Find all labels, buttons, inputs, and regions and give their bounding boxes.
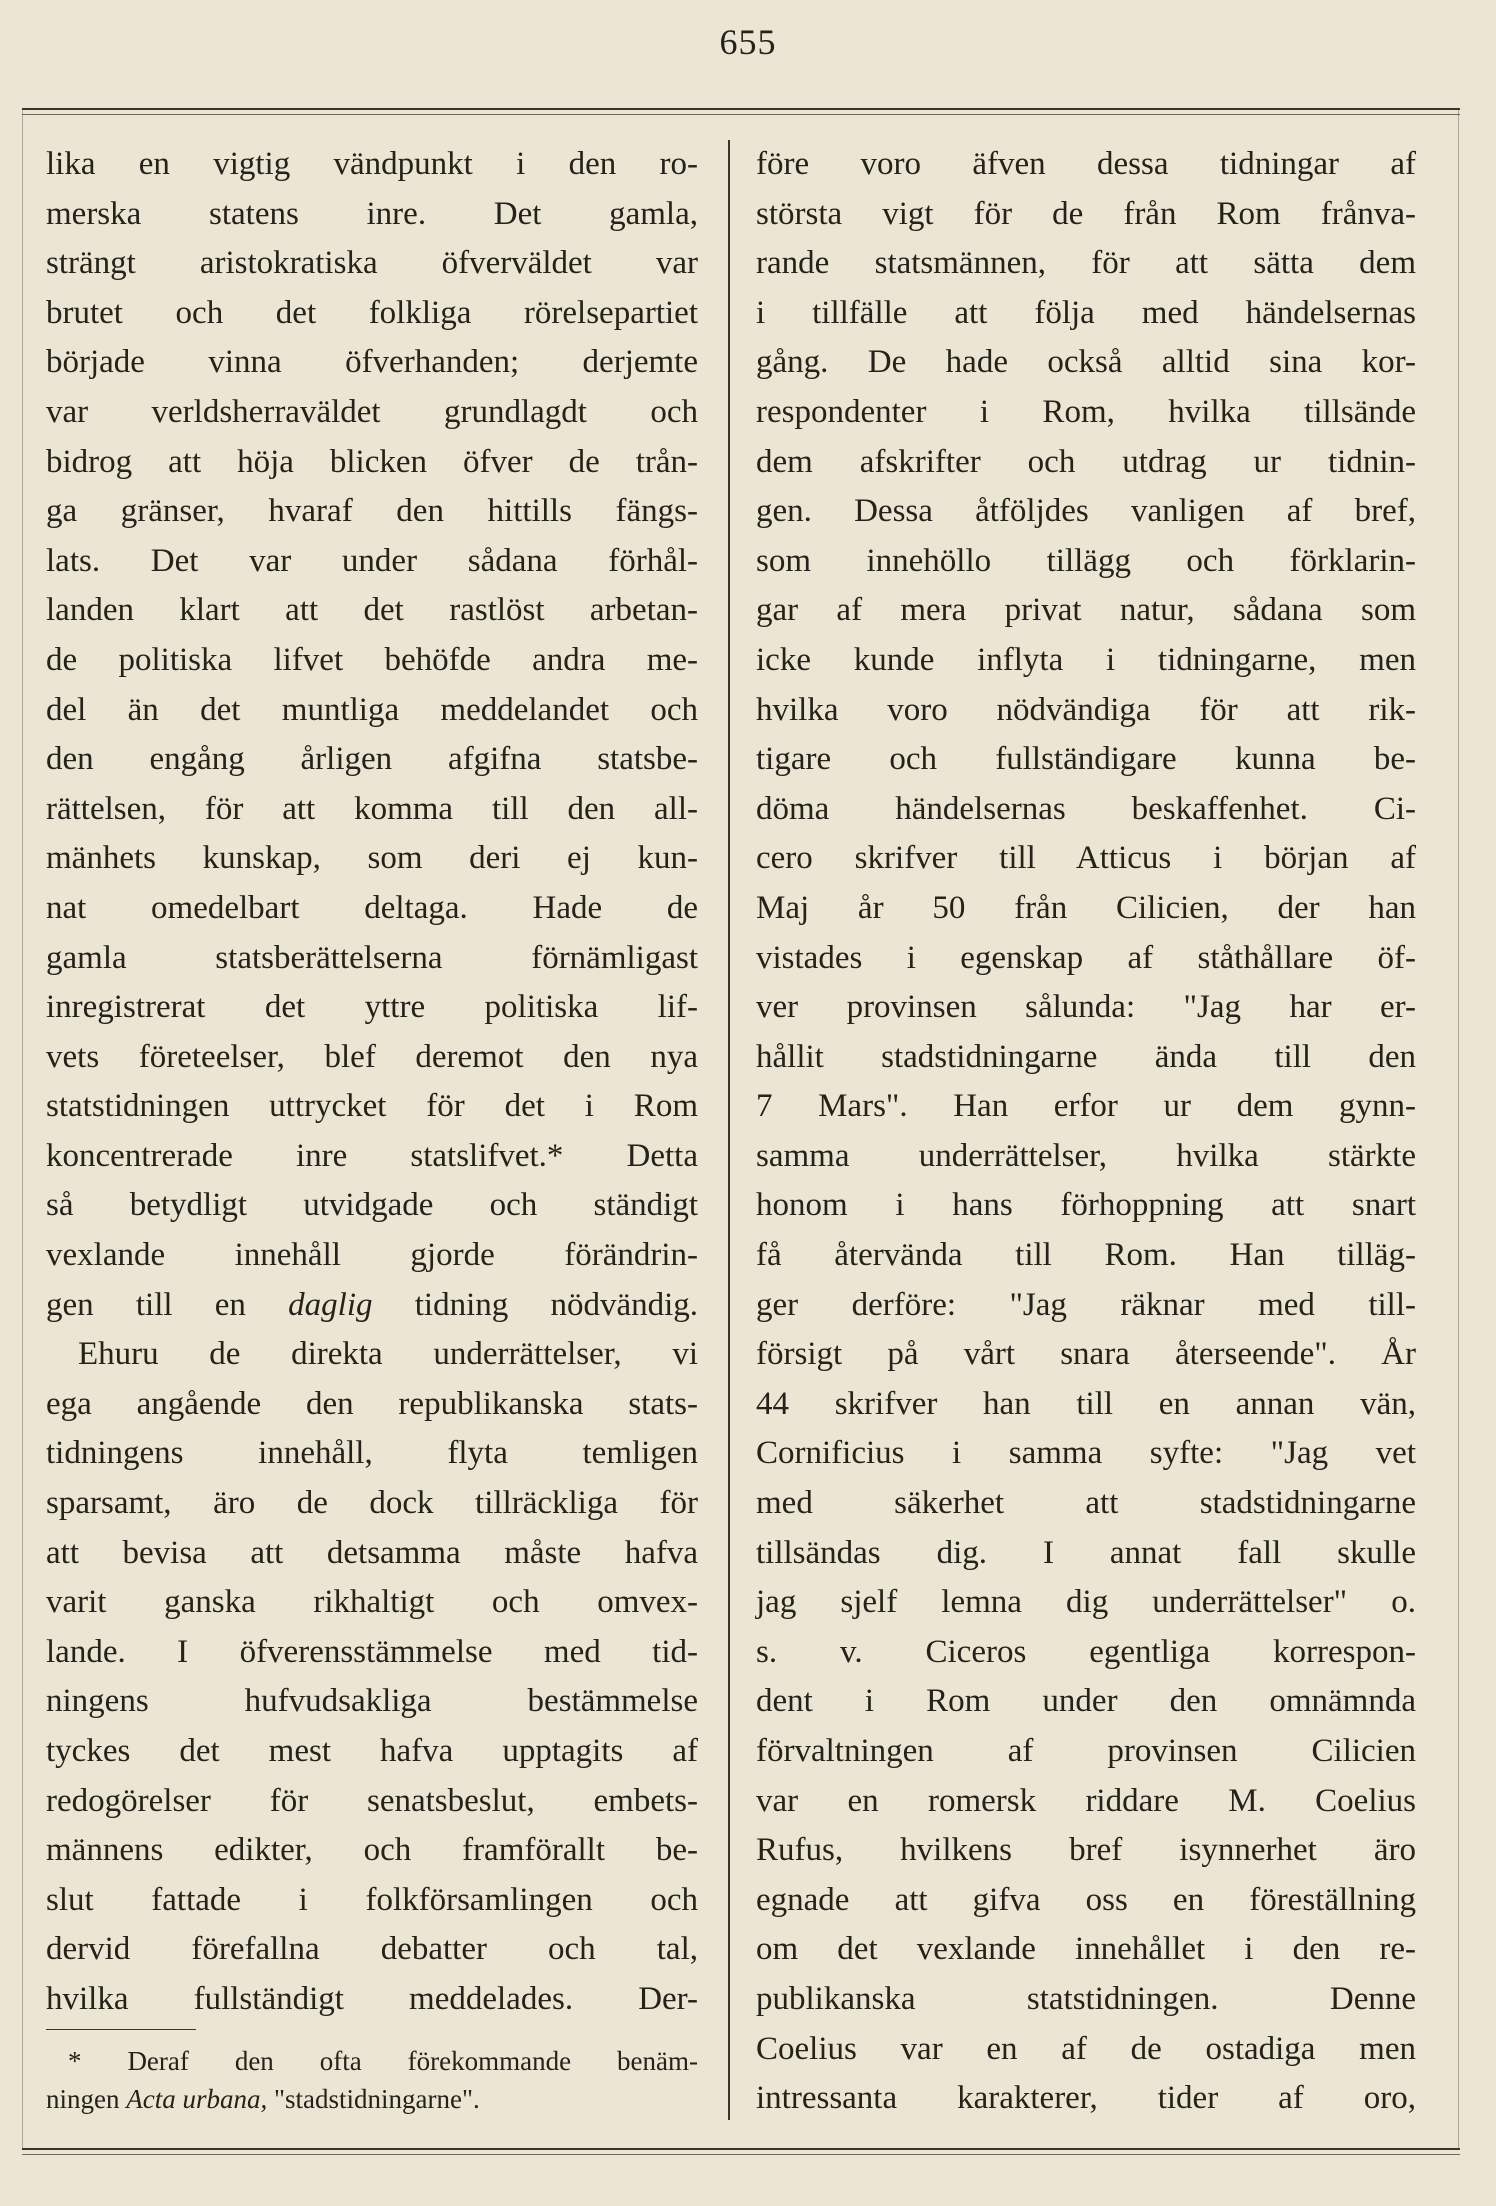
text-line: vistades i egenskap af ståthållare öf- (756, 939, 1416, 976)
text-line: tillsändas dig. I annat fall skulle (756, 1534, 1416, 1571)
column-divider (728, 140, 730, 2120)
text-line: del än det muntliga meddelandet och (46, 691, 698, 728)
text-line: få återvända till Rom. Han tilläg- (756, 1237, 1416, 1274)
text-line: samma underrättelser, hvilka stärkte (756, 1137, 1416, 1174)
text-segment: "stadstidningarne". (274, 2084, 480, 2114)
text-line: mänhets kunskap, som deri ej kun- (46, 840, 698, 877)
text-line: intressanta karakterer, tider af oro, (756, 2080, 1416, 2117)
text-line: största vigt för de från Rom frånva- (756, 195, 1416, 232)
text-line (46, 1281, 698, 1331)
left-border (22, 110, 23, 2150)
text-line: statstidningen uttrycket för det i Rom (46, 1088, 698, 1125)
text-line: rättelsen, för att komma till den all- (46, 790, 698, 827)
text-line: redogörelser för senatsbeslut, embets- (46, 1782, 698, 1819)
text-line: honom i hans förhoppning att snart (756, 1187, 1416, 1224)
text-line: de politiska lifvet behöfde andra me- (46, 641, 698, 678)
text-line: tyckes det mest hafva upptagits af (46, 1733, 698, 1769)
text-segment: tidning nödvändig. (414, 1286, 699, 1323)
text-line: egnade att gifva oss en föreställning (756, 1881, 1416, 1918)
footnote-rule (46, 2029, 196, 2030)
text-line: gamla statsberättelserna förnämligast (46, 939, 698, 976)
text-line: sparsamt, äro de dock tillräckliga för (46, 1485, 698, 1522)
text-line: Cornificius i samma syfte: "Jag vet (756, 1435, 1416, 1472)
text-line: landen klart att det rastlöst arbetan- (46, 592, 698, 629)
text-line: före voro äfven dessa tidningar af (756, 146, 1416, 182)
text-line: så betydligt utvidgade och ständigt (46, 1187, 698, 1224)
text-line: hållit stadstidningarne ända till den (756, 1038, 1416, 1075)
text-line: Coelius var en af de ostadiga men (756, 2030, 1416, 2067)
text-line: männens edikter, och framförallt be- (46, 1832, 698, 1869)
text-line: ger derföre: "Jag räknar med till- (756, 1286, 1416, 1323)
footnote (46, 2042, 698, 2118)
text-line: 7 Mars". Han erfor ur dem gynn- (756, 1088, 1416, 1125)
text-line: respondenter i Rom, hvilka tillsände (756, 393, 1416, 430)
text-line: inregistrerat det yttre politiska lif- (46, 989, 698, 1026)
text-segment: ningen (46, 2084, 120, 2114)
text-line: lika en vigtig vändpunkt i den ro- (46, 146, 698, 182)
text-line: vexlande innehåll gjorde förändrin- (46, 1237, 698, 1274)
text-line: icke kunde inflyta i tidningarne, men (756, 641, 1416, 678)
page-number: 655 (719, 22, 777, 62)
text-line: dervid förefallna debatter och tal, (46, 1931, 698, 1968)
text-line: tidningens innehåll, flyta temligen (46, 1435, 698, 1472)
text-line: om det vexlande innehållet i den re- (756, 1931, 1416, 1968)
text-line: ga gränser, hvaraf den hittills fängs- (46, 493, 698, 530)
text-line: Rufus, hvilkens bref isynnerhet äro (756, 1832, 1416, 1869)
text-line: slut fattade i folkförsamlingen och (46, 1881, 698, 1918)
italic-title: Acta urbana, (126, 2084, 268, 2114)
header-rule-thin (22, 114, 1460, 115)
text-line: dent i Rom under den omnämnda (756, 1683, 1416, 1720)
text-line: strängt aristokratiska öfverväldet var (46, 245, 698, 282)
right-border (1458, 110, 1459, 2150)
text-line: merska statens inre. Det gamla, (46, 195, 698, 232)
text-line: gen. Dessa åtföljdes vanligen af bref, (756, 493, 1416, 530)
text-line: Ehuru de direkta underrättelser, vi (78, 1336, 698, 1373)
text-line: varit ganska rikhaltigt och omvex- (46, 1584, 698, 1621)
text-line: brutet och det folkliga rörelsepartiet (46, 294, 698, 331)
text-line: koncentrerade inre statslifvet.* Detta (46, 1137, 698, 1174)
header-rule (22, 108, 1460, 110)
text-line: gar af mera privat natur, sådana som (756, 592, 1416, 629)
text-line: ver provinsen sålunda: "Jag har er- (756, 989, 1416, 1026)
text-line: att bevisa att detsamma måste hafva (46, 1534, 698, 1571)
text-line: var en romersk riddare M. Coelius (756, 1782, 1416, 1819)
text-line: cero skrifver till Atticus i början af (756, 840, 1416, 877)
text-line: vets företeelser, blef deremot den nya (46, 1038, 698, 1075)
text-line: med säkerhet att stadstidningarne (756, 1485, 1416, 1522)
text-line: nat omedelbart deltaga. Hade de (46, 889, 698, 926)
text-segment: gen till en (46, 1286, 246, 1323)
left-column (46, 140, 698, 2025)
text-line: i tillfälle att följa med händelsernas (756, 294, 1416, 331)
text-line: döma händelsernas beskaffenhet. Ci- (756, 790, 1416, 827)
text-line: som innehöllo tillägg och förklarin- (756, 542, 1416, 579)
text-line: lande. I öfverensstämmelse med tid- (46, 1633, 698, 1670)
text-line: gång. De hade också alltid sina kor- (756, 344, 1416, 381)
italic-word: daglig (288, 1286, 373, 1323)
text-line: den engång årligen afgifna statsbe- (46, 741, 698, 778)
text-line: 44 skrifver han till en annan vän, (756, 1385, 1416, 1422)
text-line: Maj år 50 från Cilicien, der han (756, 889, 1416, 926)
text-line: hvilka fullständigt meddelades. Der- (46, 1980, 698, 2017)
footnote-line (46, 2080, 698, 2118)
text-line: tigare och fullständigare kunna be- (756, 741, 1416, 778)
text-line: dem afskrifter och utdrag ur tidnin- (756, 443, 1416, 480)
text-line: förvaltningen af provinsen Cilicien (756, 1733, 1416, 1769)
text-line: publikanska statstidningen. Denne (756, 1980, 1416, 2017)
right-column (756, 140, 1416, 2124)
footer-rule-thin (22, 2154, 1460, 2155)
text-line: s. v. Ciceros egentliga korrespon- (756, 1633, 1416, 1670)
text-line: försigt på vårt snara återseende". År (756, 1336, 1416, 1373)
text-line: började vinna öfverhanden; derjemte (46, 344, 698, 381)
footnote-line: * Deraf den ofta förekommande benäm- (68, 2046, 698, 2076)
footer-rule (22, 2148, 1460, 2150)
text-line: bidrog att höja blicken öfver de trån- (46, 443, 698, 480)
text-line: hvilka voro nödvändiga för att rik- (756, 691, 1416, 728)
text-line: ningens hufvudsakliga bestämmelse (46, 1683, 698, 1720)
text-line: rande statsmännen, för att sätta dem (756, 245, 1416, 282)
text-line: lats. Det var under sådana förhål- (46, 542, 698, 579)
text-line: jag sjelf lemna dig underrättelser" o. (756, 1584, 1416, 1621)
text-line: ega angående den republikanska stats- (46, 1385, 698, 1422)
text-line: var verldsherraväldet grundlagdt och (46, 393, 698, 430)
